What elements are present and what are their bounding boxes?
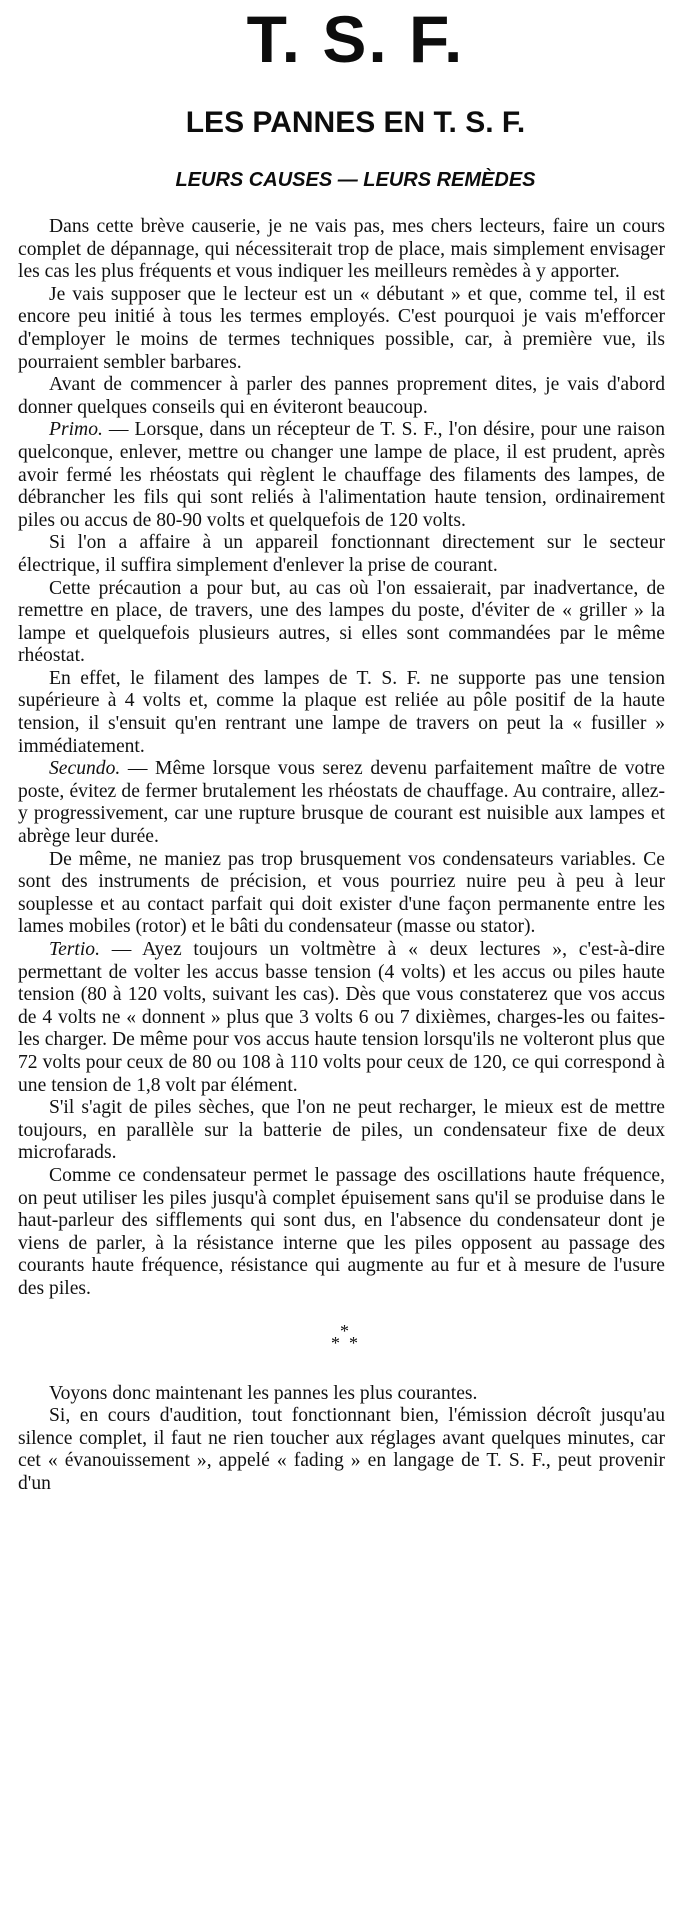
asterism-star: * <box>331 1332 340 1353</box>
paragraph-text: Je vais supposer que le lecteur est un « débutant » et que, comme tel, il est encore peu initié à tous les termes employés. C'est pourquoi je vais m'efforcer d'employer le moins de termes techniques possible, car, à première vue, ils pourraient sembler barbares. <box>18 283 665 373</box>
paragraph <box>18 1383 665 1406</box>
asterism-star: * <box>340 1320 349 1341</box>
paragraph <box>18 1097 665 1165</box>
asterism-separator <box>18 1320 665 1359</box>
paragraph <box>18 578 665 668</box>
paragraph <box>18 374 665 419</box>
paragraph-lead: Tertio. <box>49 939 101 960</box>
asterism-star: * <box>349 1332 358 1353</box>
paragraph <box>18 668 665 758</box>
paragraph-text: Avant de commencer à parler des pannes proprement dites, je vais d'abord donner quelques conseils qui en éviteront beaucoup. <box>18 374 665 418</box>
paragraph <box>18 939 665 1097</box>
paragraph-text: Voyons donc maintenant les pannes les plus courantes. <box>49 1382 478 1404</box>
paragraph <box>18 419 665 532</box>
paragraph-text: Dans cette brève causerie, je ne vais pas, mes chers lecteurs, faire un cours complet de dépannage, qui nécessiterait trop de place, mais simplement envisager les cas les plus fréquents et vous indiquer les meilleurs remèdes à y apporter. <box>18 216 665 283</box>
paragraph <box>18 1165 665 1301</box>
article-paragraphs-continued <box>18 1383 665 1496</box>
paragraph-text: Cette précaution a pour but, au cas où l'on essaierait, par inadvertance, de remettre en place, de travers, une des lampes du poste, d'éviter de « griller » la lampe et quelquefois plusieurs autres, si elles sont commandées par le même rhéostat. <box>18 577 665 667</box>
paragraph <box>18 849 665 939</box>
paragraph-text: S'il s'agit de piles sèches, que l'on ne peut recharger, le mieux est de mettre toujours, en parallèle sur la batterie de piles, un condensateur fixe de deux microfarads. <box>18 1097 665 1164</box>
paragraph-text: — Même lorsque vous serez devenu parfaitement maître de votre poste, évitez de fermer brutalement les rhéostats de chauffage. Au contraire, allez-y progressivement, car une rupture brusque de courant est nuisible aux lampes et abrège leur durée. <box>18 758 665 848</box>
article-paragraphs <box>18 216 665 1301</box>
paragraph-lead: Secundo. <box>49 758 121 780</box>
paragraph <box>18 1405 665 1495</box>
paragraph-text: En effet, le filament des lampes de T. S. F. ne supporte pas une tension supérieure à 4 volts et, comme la plaque est reliée au pôle positif de la haute tension, il s'ensuit qu'en rentrant une lampe de travers on peut la « fusiller » immédiatement. <box>18 667 665 757</box>
paragraph-text: Si l'on a affaire à un appareil fonctionnant directement sur le secteur électrique, il suffira simplement d'enlever la prise de courant. <box>18 532 665 576</box>
paragraph <box>18 216 665 284</box>
article-subhead: LEURS CAUSES — LEURS REMÈDES <box>175 169 536 191</box>
article-body <box>18 216 665 1495</box>
paragraph <box>18 532 665 577</box>
paragraph <box>18 284 665 374</box>
paragraph-text: Si, en cours d'audition, tout fonctionnant bien, l'émission décroît jusqu'au silence complet, il faut ne rien toucher aux réglages avant quelques minutes, car cet « évanouissement », appelé « fading » en langage de T. S. F., peut provenir d'un <box>18 1405 665 1494</box>
paragraph <box>18 758 665 848</box>
paragraph-lead: Primo. <box>49 419 103 441</box>
article-headline: LES PANNES EN T. S. F. <box>185 106 526 139</box>
paragraph-text: — Ayez toujours un voltmètre à « deux lectures », c'est-à-dire permettant de volter les accus basse tension (4 volts) et les accus ou piles haute tension (80 à 120 volts, suivant les cas). Dès que vous constaterez que vos accus de 4 volts ne « donnent » plus que 3 volts 6 ou 7 dixièmes, charges-les ou faites-les charger. De même pour vos accus haute tension lorsqu'ils ne volteront plus que 72 volts pour ceux de 80 ou 108 à 110 volts pour ceux de 120, ce qui correspond à une tension de 1,8 volt par élément. <box>18 939 665 1096</box>
paragraph-text: — Lorsque, dans un récepteur de T. S. F., l'on désire, pour une raison quelconque, enlever, mettre ou changer une lampe de place, il est prudent, après avoir fermé les rhéostats qui règlent le chauffage des filaments des lampes, de débrancher les fils qui sont reliés à l'alimentation haute tension, ordinairement piles ou accus de 80-90 volts et quelquefois de 120 volts. <box>18 419 665 531</box>
paragraph-text: Comme ce condensateur permet le passage des oscillations haute fréquence, on peut utiliser les piles jusqu'à complet épuisement sans qu'il se produise dans le haut-parleur des sifflements qui sont dus, en l'absence du condensateur dont je viens de parler, à la résistance interne que les piles opposent au passage des courants haute fréquence, résistance qui augmente au fur et à mesure de l'usure des piles. <box>18 1164 665 1299</box>
section-title: T. S. F. <box>246 2 465 76</box>
paragraph-text: De même, ne maniez pas trop brusquement vos condensateurs variables. Ce sont des instruments de précision, et vous pourriez nuire peu à peu à leur souplesse et au contact parfait qui doit exister d'une façon permanente entre les lames mobiles (rotor) et le bâti du condensateur (masse ou stator). <box>18 848 665 938</box>
